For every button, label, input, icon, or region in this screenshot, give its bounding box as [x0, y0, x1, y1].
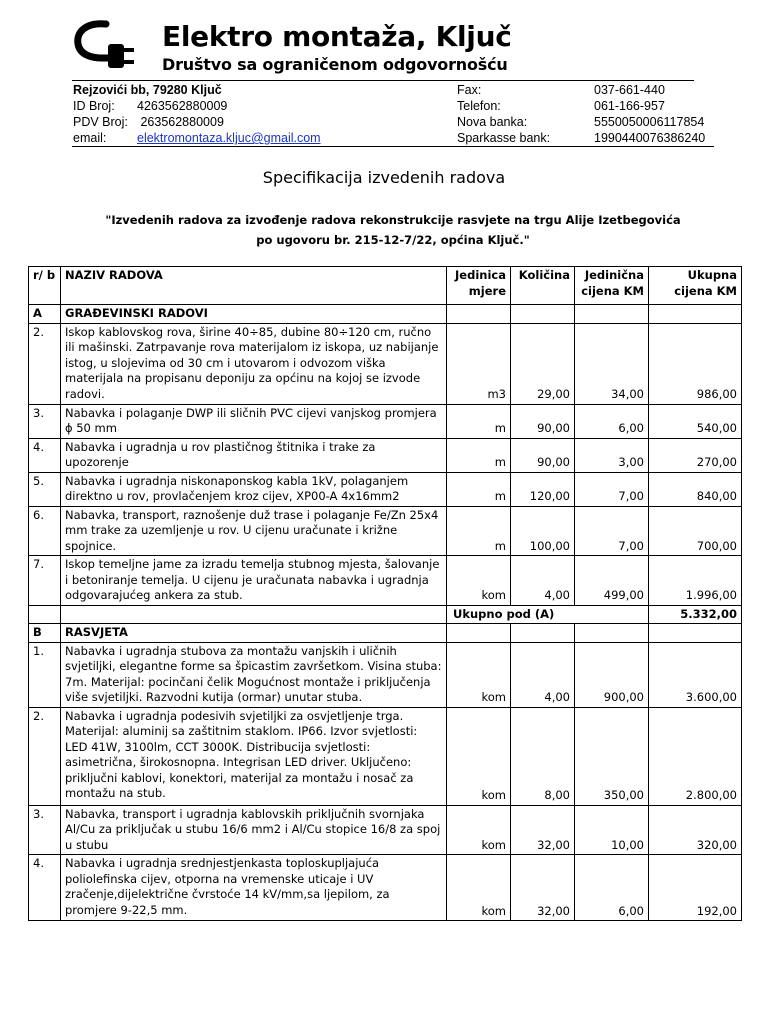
row-unit: kom: [447, 707, 511, 805]
bank2-value: 1990440076386240: [594, 131, 706, 145]
table-header-row: [29, 267, 742, 305]
section-header-b: [29, 624, 742, 643]
subtotal-label: Ukupno pod (A): [447, 605, 649, 624]
phone-value: 061-166-957: [594, 99, 665, 113]
row-description: Nabavka i ugradnja srednjestjenkasta toploskupljajuća poliolefinska cijev, otporna na vremenske uticaje i UV zračenje,dijelektrične čvrstoće 14 kV/mm,sa ljepilom, za promjere 9-22,5 mm.: [61, 855, 447, 921]
subtitle-line-1: "Izvedenih radova za izvođenje radova rekonstrukcije rasvjete na trgu Alije Izetbegovića: [105, 213, 681, 227]
row-unit-price: 6,00: [575, 855, 649, 921]
row-unit: kom: [447, 855, 511, 921]
col-header-total: Ukupna cijena KM: [649, 267, 742, 305]
document-title: Specifikacija izvedenih radova: [262, 168, 506, 187]
row-qty: 90,00: [511, 404, 575, 438]
row-description: Nabavka, transport, raznošenje duž trase i polaganje Fe/Zn 25x4 mm trake za uzemljenje u rov. U cijenu uračunate i križne spojnice.: [61, 506, 447, 556]
table-row: [29, 707, 742, 805]
row-qty: 32,00: [511, 805, 575, 855]
bank1-label: Nova banka:: [457, 115, 528, 129]
row-unit-price: 499,00: [575, 556, 649, 606]
table-row: [29, 506, 742, 556]
row-total: 840,00: [649, 472, 742, 506]
vat-label: PDV Broj:: [73, 115, 128, 129]
address: Rejzovići bb, 79280 Ključ: [73, 83, 222, 97]
row-number: 5.: [29, 472, 61, 506]
row-total: 320,00: [649, 805, 742, 855]
table-row: [29, 556, 742, 606]
bank1-value: 5550050006117854: [594, 115, 705, 129]
table-row: [29, 642, 742, 707]
header-divider-bottom: [72, 146, 714, 147]
col-header-rb: r/ b: [29, 267, 61, 305]
row-qty: 4,00: [511, 556, 575, 606]
row-number: 4.: [29, 438, 61, 472]
row-description: Nabavka i polaganje DWP ili sličnih PVC cijevi vanjskog promjera ϕ 50 mm: [61, 404, 447, 438]
row-qty: 32,00: [511, 855, 575, 921]
table-row: [29, 472, 742, 506]
specification-table: [28, 266, 742, 921]
row-total: 1.996,00: [649, 556, 742, 606]
section-title: RASVJETA: [61, 624, 447, 643]
table-row: [29, 438, 742, 472]
company-name: Elektro montaža, Ključ: [162, 20, 512, 53]
fax-value: 037-661-440: [594, 83, 665, 97]
table-row: [29, 855, 742, 921]
row-number: 3.: [29, 404, 61, 438]
plug-icon: [72, 18, 138, 74]
row-number: 7.: [29, 556, 61, 606]
table-row: [29, 323, 742, 404]
email-label: email:: [73, 131, 107, 145]
document-subtitle: [0, 210, 768, 250]
row-total: 192,00: [649, 855, 742, 921]
row-unit: kom: [447, 556, 511, 606]
subtotal-row-a: [29, 605, 742, 624]
row-total: 3.600,00: [649, 642, 742, 707]
section-code: B: [29, 624, 61, 643]
id-value: 4263562880009: [137, 99, 228, 113]
row-description: Nabavka, transport i ugradnja kablovskih priključnih svornjaka Al/Cu za priključak u stubu 16/6 mm2 i Al/Cu stopice 16/8 za spoj u stubu: [61, 805, 447, 855]
row-qty: 100,00: [511, 506, 575, 556]
row-qty: 4,00: [511, 642, 575, 707]
row-unit: m: [447, 506, 511, 556]
row-description: Nabavka i ugradnja stubova za montažu vanjskih i uličnih svjetiljki, elegantne forme sa špicastim završetkom. Visina stuba: 7m. Materijal: pocinčani čelik Mogućnost montaže i priključenja više svjetiljki. Razvodni kutija (ormar) unutar stuba.: [61, 642, 447, 707]
email-link[interactable]: elektromontaza.kljuc@gmail.com: [137, 131, 321, 145]
section-header-a: [29, 305, 742, 324]
row-total: 986,00: [649, 323, 742, 404]
row-unit: m3: [447, 323, 511, 404]
company-info: [73, 82, 723, 146]
row-unit-price: 900,00: [575, 642, 649, 707]
row-total: 540,00: [649, 404, 742, 438]
table-row: [29, 805, 742, 855]
row-description: Iskop temeljne jame za izradu temelja stubnog mjesta, šalovanje i betoniranje temelja. U cijenu je uračunata nabavka i ugradnja odgovarajućeg ankera za stub.: [61, 556, 447, 606]
row-qty: 8,00: [511, 707, 575, 805]
col-header-unit: Jedinica mjere: [447, 267, 511, 305]
row-unit-price: 3,00: [575, 438, 649, 472]
row-number: 1.: [29, 642, 61, 707]
row-number: 3.: [29, 805, 61, 855]
phone-label: Telefon:: [457, 99, 501, 113]
section-title: GRAĐEVINSKI RADOVI: [61, 305, 447, 324]
row-description: Nabavka i ugradnja niskonaponskog kabla 1kV, polaganjem direktno u rov, provlačenjem kroz cijev, XP00-A 4x16mm2: [61, 472, 447, 506]
bank2-label: Sparkasse bank:: [457, 131, 551, 145]
row-unit: kom: [447, 642, 511, 707]
row-number: 4.: [29, 855, 61, 921]
vat-value: 263562880009: [137, 115, 224, 129]
row-total: 700,00: [649, 506, 742, 556]
row-number: 6.: [29, 506, 61, 556]
row-description: Nabavka i ugradnja podesivih svjetiljki za osvjetljenje trga. Materijal: aluminij sa zaštitnim staklom. IP66. Izvor svjetlosti: LED 41W, 3100lm, CCT 3000K. Distribucija svjetlosti: asimetrična, širokosnopna. Integrisan LED driver. Uključeno: priključni kablovi, konektori, materijal za montažu i nosač za montažu na stub.: [61, 707, 447, 805]
row-unit-price: 6,00: [575, 404, 649, 438]
fax-label: Fax:: [457, 83, 482, 97]
row-total: 270,00: [649, 438, 742, 472]
row-unit-price: 350,00: [575, 707, 649, 805]
row-total: 2.800,00: [649, 707, 742, 805]
row-unit-price: 7,00: [575, 472, 649, 506]
row-description: Nabavka i ugradnja u rov plastičnog štitnika i trake za upozorenje: [61, 438, 447, 472]
row-qty: 90,00: [511, 438, 575, 472]
row-number: 2.: [29, 323, 61, 404]
table-row: [29, 404, 742, 438]
subtitle-line-2: po ugovoru br. 215-12-7/22, općina Ključ.": [256, 233, 530, 247]
header-divider-top: [72, 80, 694, 81]
col-header-unit-price: Jedinična cijena KM: [575, 267, 649, 305]
row-unit: m: [447, 404, 511, 438]
row-unit: m: [447, 438, 511, 472]
company-subtitle: Društvo sa ograničenom odgovornošću: [162, 55, 508, 74]
row-unit-price: 7,00: [575, 506, 649, 556]
row-unit: m: [447, 472, 511, 506]
row-number: 2.: [29, 707, 61, 805]
col-header-qty: Količina: [511, 267, 575, 305]
row-qty: 120,00: [511, 472, 575, 506]
section-code: A: [29, 305, 61, 324]
row-qty: 29,00: [511, 323, 575, 404]
subtotal-value: 5.332,00: [649, 605, 742, 624]
row-description: Iskop kablovskog rova, širine 40÷85, dubine 80÷120 cm, ručno ili mašinski. Zatrpavanje rova materijalom iz iskopa, uz nabijanje istog, u slojevima od 30 cm i utovarom i odvozom viška materijala na propisanu deponiju za općinu na kojoj se izvode radovi.: [61, 323, 447, 404]
row-unit-price: 34,00: [575, 323, 649, 404]
row-unit: kom: [447, 805, 511, 855]
col-header-name: NAZIV RADOVA: [61, 267, 447, 305]
row-unit-price: 10,00: [575, 805, 649, 855]
id-label: ID Broj:: [73, 99, 115, 113]
